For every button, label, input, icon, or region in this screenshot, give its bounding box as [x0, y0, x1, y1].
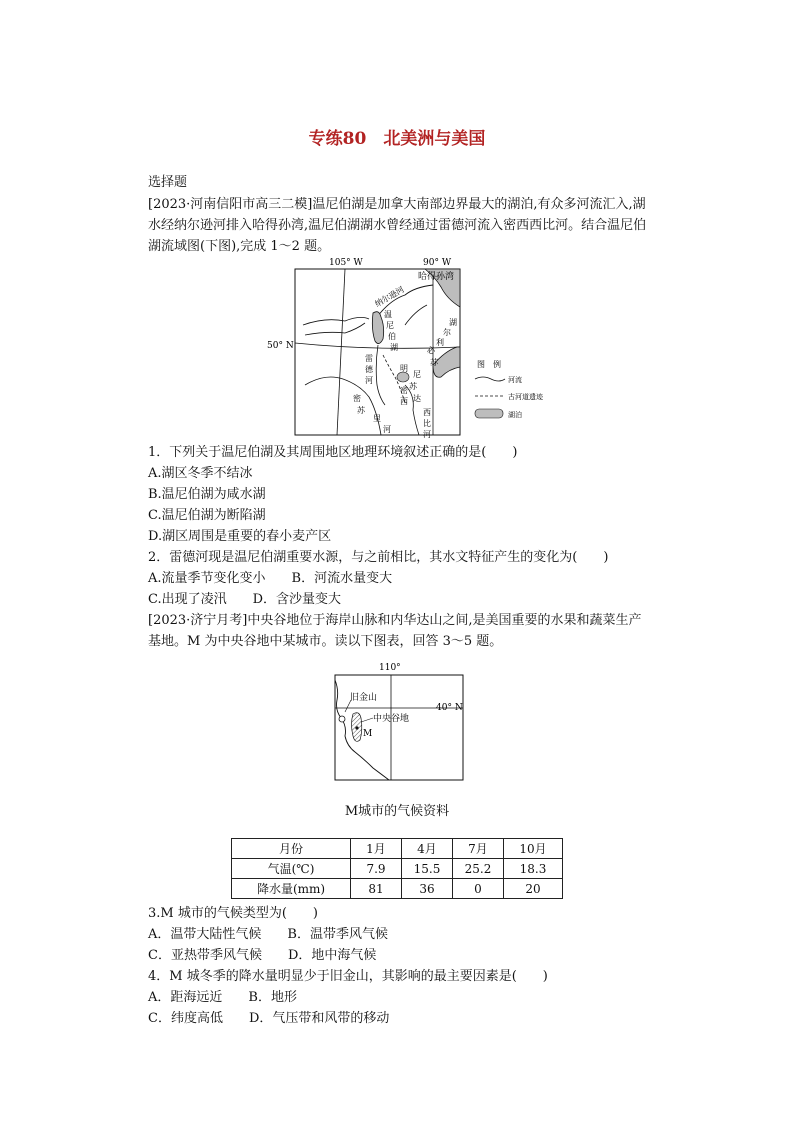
q2-stem: 2．雷德河现是温尼伯湖重要水源，与之前相比，其水文特征产生的变化为( ) [148, 550, 609, 565]
missouri-char-4: 河 [383, 425, 391, 434]
red-river-char-1: 雷 [365, 354, 373, 363]
miss-char-3: 西 [423, 408, 431, 417]
table-cell: 36 [402, 879, 453, 899]
superior-char-1: 苏 [430, 358, 438, 367]
table-header-row [232, 839, 563, 859]
missouri-char-2: 苏 [357, 406, 365, 415]
q3-stem: 3.M 城市的气候类型为( ) [148, 906, 318, 921]
san-francisco-marker [339, 716, 345, 722]
superior-char-2: 必 [427, 346, 435, 355]
superior-char-5: 湖 [449, 318, 457, 327]
header-cell: 1月 [351, 839, 402, 859]
intro-paragraph-2: [2023·济宁月考]中央谷地位于海岸山脉和内华达山之间,是美国重要的水果和蔬菜生产基地。M 为中央谷地中某城市。读以下图表，回答 3～5 题。 [148, 613, 642, 649]
minnesota-char-4: 达 [413, 394, 421, 403]
city-m-label: M [363, 729, 373, 739]
lat-label-50n: 50° N [267, 341, 294, 351]
q1-option-a: A.湖区冬季不结冰 [148, 466, 253, 481]
legend-river-symbol [475, 377, 505, 381]
miss-char-5: 河 [423, 430, 431, 439]
winnipeg-char-1: 温 [384, 310, 392, 319]
header-cell: 4月 [402, 839, 453, 859]
miss-char-4: 比 [423, 419, 431, 428]
winnipeg-char-2: 尼 [386, 321, 394, 330]
lake-winnipeg-shape [372, 312, 383, 344]
header-cell: 10月 [504, 839, 563, 859]
winnipeg-char-3: 伯 [388, 332, 396, 341]
winnipeg-basin-map [265, 255, 545, 444]
header-cell: 7月 [453, 839, 504, 859]
climate-table [231, 838, 563, 899]
lon-label-90w: 90° W [423, 258, 452, 268]
table-cell: 0 [453, 879, 504, 899]
q4-options-cd: C．纬度高低 D．气压带和风带的移动 [148, 1011, 390, 1026]
table-cell: 15.5 [402, 859, 453, 879]
city-m-marker [355, 726, 358, 729]
red-river-char-2: 德 [365, 365, 373, 374]
minnesota-char-1: 明 [400, 364, 408, 373]
q4-options-ab: A．距海远近 B．地形 [148, 990, 297, 1005]
table-row [232, 859, 563, 879]
q1-stem: 1．下列关于温尼伯湖及其周围地区地理环境叙述正确的是( ) [148, 445, 518, 460]
missouri-char-1: 密 [353, 394, 361, 403]
river-east [405, 305, 427, 325]
table-cell: 7.9 [351, 859, 402, 879]
intro-paragraph-1: [2023·河南信阳市高三二模]温尼伯湖是加拿大南部边界最大的湖泊,有众多河流汇入,湖水经纳尔逊河排入哈得孙湾,温尼伯湖湖水曾经通过雷德河流入密西西比河。结合温尼伯湖流域图(下图),完成 1～2 题。 [148, 197, 647, 254]
minnesota-char-3: 苏 [409, 382, 417, 391]
q3-options-ab: A．温带大陆性气候 B．温带季风气候 [148, 927, 388, 942]
central-valley-map [333, 660, 503, 789]
river-west-2 [305, 323, 365, 335]
miss-char-2: 西 [400, 397, 408, 406]
lat-label-40n: 40° N [436, 703, 463, 713]
central-valley-label: 中央谷地 [373, 714, 410, 724]
red-river [376, 345, 385, 405]
san-francisco-label: 旧金山 [350, 693, 378, 703]
q2-options-cd: C.出现了凌汛 D．含沙量变大 [148, 592, 342, 607]
table-cell: 20 [504, 879, 563, 899]
lon-label-105w: 105° W [329, 258, 363, 268]
nelson-river-label: 纳尔逊河 [373, 284, 406, 309]
legend-lake-label: 湖泊 [508, 411, 522, 419]
q3-options-cd: C．亚热带季风气候 D．地中海气候 [148, 948, 377, 963]
q2-options-ab: A.流量季节变化变小 B．河流水量变大 [148, 571, 393, 586]
page-title: 专练80 北美洲与美国 [308, 129, 486, 149]
lon-label-110: 110° [379, 663, 401, 673]
q4-stem: 4．M 城冬季的降水量明显少于旧金山，其影响的最主要因素是( ) [148, 969, 548, 984]
missouri-river [305, 377, 381, 435]
miss-char-1: 密 [400, 386, 408, 395]
minnesota-char-2: 尼 [413, 370, 421, 379]
section-heading: 选择题 [148, 175, 188, 190]
q1-option-b: B.温尼伯湖为咸水湖 [148, 487, 266, 502]
meridian-105w [337, 269, 345, 435]
legend-ancient-label: 古河道遗迹 [508, 393, 543, 401]
hudson-bay-label: 哈得孙湾 [418, 272, 455, 282]
table-cell: 81 [351, 879, 402, 899]
cv-leader-line [361, 718, 373, 722]
red-river-char-3: 河 [365, 376, 373, 385]
table-row [232, 879, 563, 899]
table-caption: M城市的气候资料 [344, 804, 450, 819]
row-label: 气温(℃) [232, 859, 351, 879]
q1-option-d: D.湖区周围是重要的春小麦产区 [148, 529, 332, 544]
table-cell: 25.2 [453, 859, 504, 879]
table-cell: 18.3 [504, 859, 563, 879]
legend-title: 图 例 [477, 360, 501, 369]
row-label: 降水量(mm) [232, 879, 351, 899]
legend-lake-symbol [475, 409, 503, 418]
small-lake [397, 372, 409, 382]
superior-char-4: 尔 [443, 328, 451, 337]
saskatchewan-river [303, 317, 369, 325]
missouri-char-3: 里 [373, 414, 381, 423]
header-cell: 月份 [232, 839, 351, 859]
legend-river-label: 河流 [508, 376, 522, 384]
q1-option-c: C.温尼伯湖为断陷湖 [148, 508, 266, 523]
superior-char-3: 利 [436, 338, 444, 347]
winnipeg-char-4: 湖 [390, 343, 398, 352]
